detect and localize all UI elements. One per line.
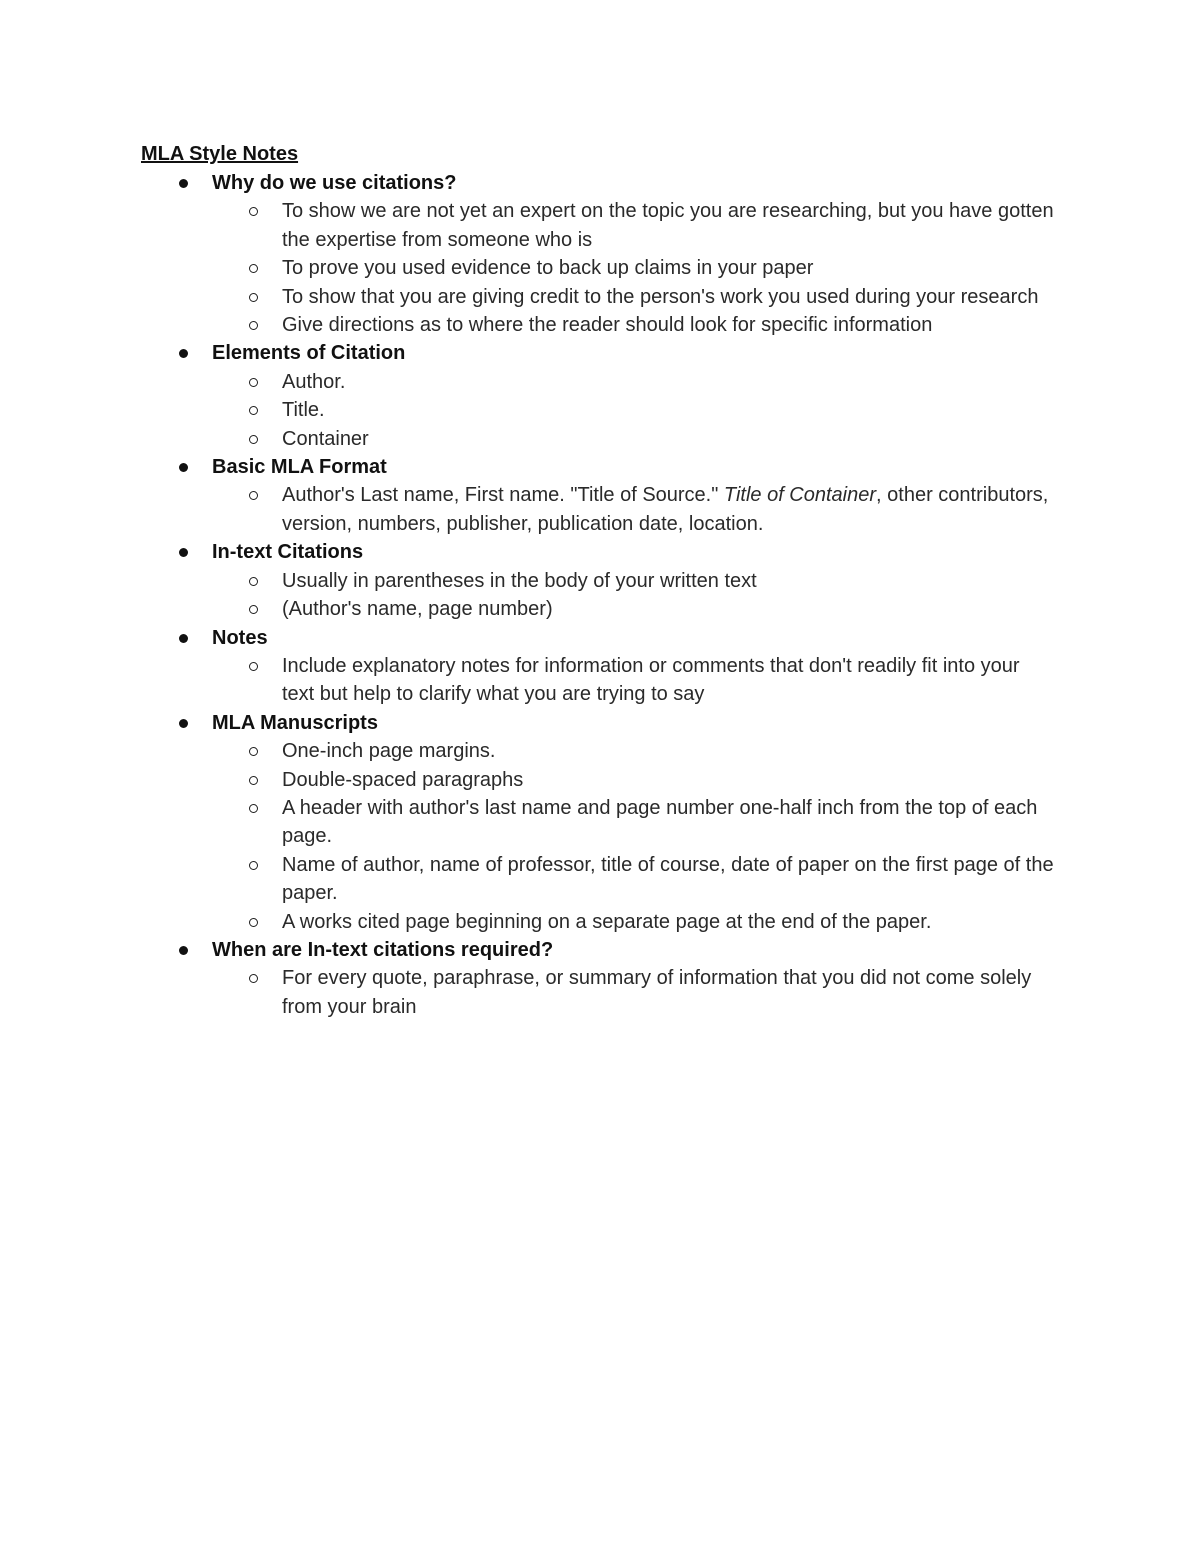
section-heading-text: Basic MLA Format xyxy=(212,456,387,479)
section-heading-text: Why do we use citations? xyxy=(212,172,457,194)
hollow-bullet-icon xyxy=(249,321,258,330)
list-item xyxy=(0,254,1057,282)
section-heading xyxy=(0,538,1200,566)
list-item xyxy=(0,368,1057,396)
hollow-bullet-icon xyxy=(249,207,258,216)
format-text-before: Author's Last name, First name. "Title of Source." xyxy=(282,484,724,507)
list-item xyxy=(0,595,1057,623)
list-item-text: Include explanatory notes for information or comments that don't readily fit into your text but help to clarify what you are trying to say xyxy=(282,654,1020,706)
hollow-bullet-icon xyxy=(249,918,258,927)
section-why-citations xyxy=(0,169,1200,339)
filled-bullet-icon xyxy=(179,179,188,188)
section-heading xyxy=(0,169,1200,197)
list-item xyxy=(0,481,1057,538)
section-heading-text: MLA Manuscripts xyxy=(212,711,378,734)
hollow-bullet-icon xyxy=(249,378,258,387)
hollow-bullet-icon xyxy=(249,491,258,500)
list-item-text: A header with author's last name and page number one-half inch from the top of each page. xyxy=(282,796,1038,848)
hollow-bullet-icon xyxy=(249,776,258,785)
section-basic-mla-format xyxy=(0,453,1200,538)
list-item xyxy=(0,908,1057,936)
list-item-text: Author. xyxy=(282,370,346,393)
filled-bullet-icon xyxy=(179,634,188,643)
list-item-text: Give directions as to where the reader should look for specific information xyxy=(282,314,933,337)
hollow-bullet-icon xyxy=(249,435,258,444)
format-text-after: , other contributors, version, numbers, publisher, publication date, location. xyxy=(282,484,1049,535)
section-heading xyxy=(0,339,1200,367)
filled-bullet-icon xyxy=(179,349,188,358)
list-item xyxy=(0,652,1057,709)
section-notes xyxy=(0,624,1200,709)
list-item-text: For every quote, paraphrase, or summary of information that you did not come solely from your brain xyxy=(282,967,1032,1018)
list-item xyxy=(0,311,1057,339)
hollow-bullet-icon xyxy=(249,747,258,756)
hollow-bullet-icon xyxy=(249,605,258,614)
hollow-bullet-icon xyxy=(249,662,258,671)
list-item-text: To show we are not yet an expert on the topic you are researching, but you have gotten the expertise from someone who is xyxy=(282,200,1054,251)
list-item xyxy=(0,964,1057,1021)
hollow-bullet-icon xyxy=(249,861,258,870)
list-item-text: Name of author, name of professor, title of course, date of paper on the first page of the paper. xyxy=(282,853,1054,905)
list-item xyxy=(0,567,1057,595)
section-heading-text: When are In-text citations required? xyxy=(212,938,554,961)
list-item-text: To show that you are giving credit to the person's work you used during your research xyxy=(282,285,1039,308)
section-heading xyxy=(0,709,1200,737)
section-heading-text: Notes xyxy=(212,626,268,649)
section-heading-text: In-text Citations xyxy=(212,541,364,564)
section-in-text-citations xyxy=(0,538,1200,623)
hollow-bullet-icon xyxy=(249,264,258,273)
section-when-required xyxy=(0,936,1200,1021)
hollow-bullet-icon xyxy=(249,974,258,983)
hollow-bullet-icon xyxy=(249,293,258,302)
list-item-text: Title. xyxy=(282,399,325,422)
list-item-text: A works cited page beginning on a separate page at the end of the paper. xyxy=(282,910,932,933)
section-heading-text: Elements of Citation xyxy=(212,342,406,365)
list-item xyxy=(0,283,1057,311)
page-title: MLA Style Notes xyxy=(141,143,299,165)
list-item-text: Container xyxy=(282,427,369,450)
format-text-italic: Title of Container xyxy=(723,484,877,507)
section-heading xyxy=(0,624,1200,652)
section-elements-of-citation xyxy=(0,339,1200,453)
list-item-text: Double-spaced paragraphs xyxy=(282,768,524,791)
list-item xyxy=(0,737,1057,765)
filled-bullet-icon xyxy=(179,463,188,472)
filled-bullet-icon xyxy=(179,548,188,557)
list-item xyxy=(0,766,1057,794)
hollow-bullet-icon xyxy=(249,804,258,813)
list-item-text: Usually in parentheses in the body of your written text xyxy=(282,569,757,592)
hollow-bullet-icon xyxy=(249,406,258,415)
notes-outline xyxy=(0,169,1200,1021)
list-item xyxy=(0,851,1057,908)
section-heading xyxy=(0,453,1200,481)
section-heading xyxy=(0,936,1200,964)
list-item-text: To prove you used evidence to back up claims in your paper xyxy=(282,257,814,280)
hollow-bullet-icon xyxy=(249,577,258,586)
section-mla-manuscripts xyxy=(0,709,1200,936)
list-item-text: (Author's name, page number) xyxy=(282,598,553,621)
list-item xyxy=(0,396,1057,424)
list-item xyxy=(0,425,1057,453)
filled-bullet-icon xyxy=(179,719,188,728)
list-item-text: One-inch page margins. xyxy=(282,740,496,763)
filled-bullet-icon xyxy=(179,946,188,955)
list-item xyxy=(0,794,1057,851)
list-item xyxy=(0,197,1057,254)
